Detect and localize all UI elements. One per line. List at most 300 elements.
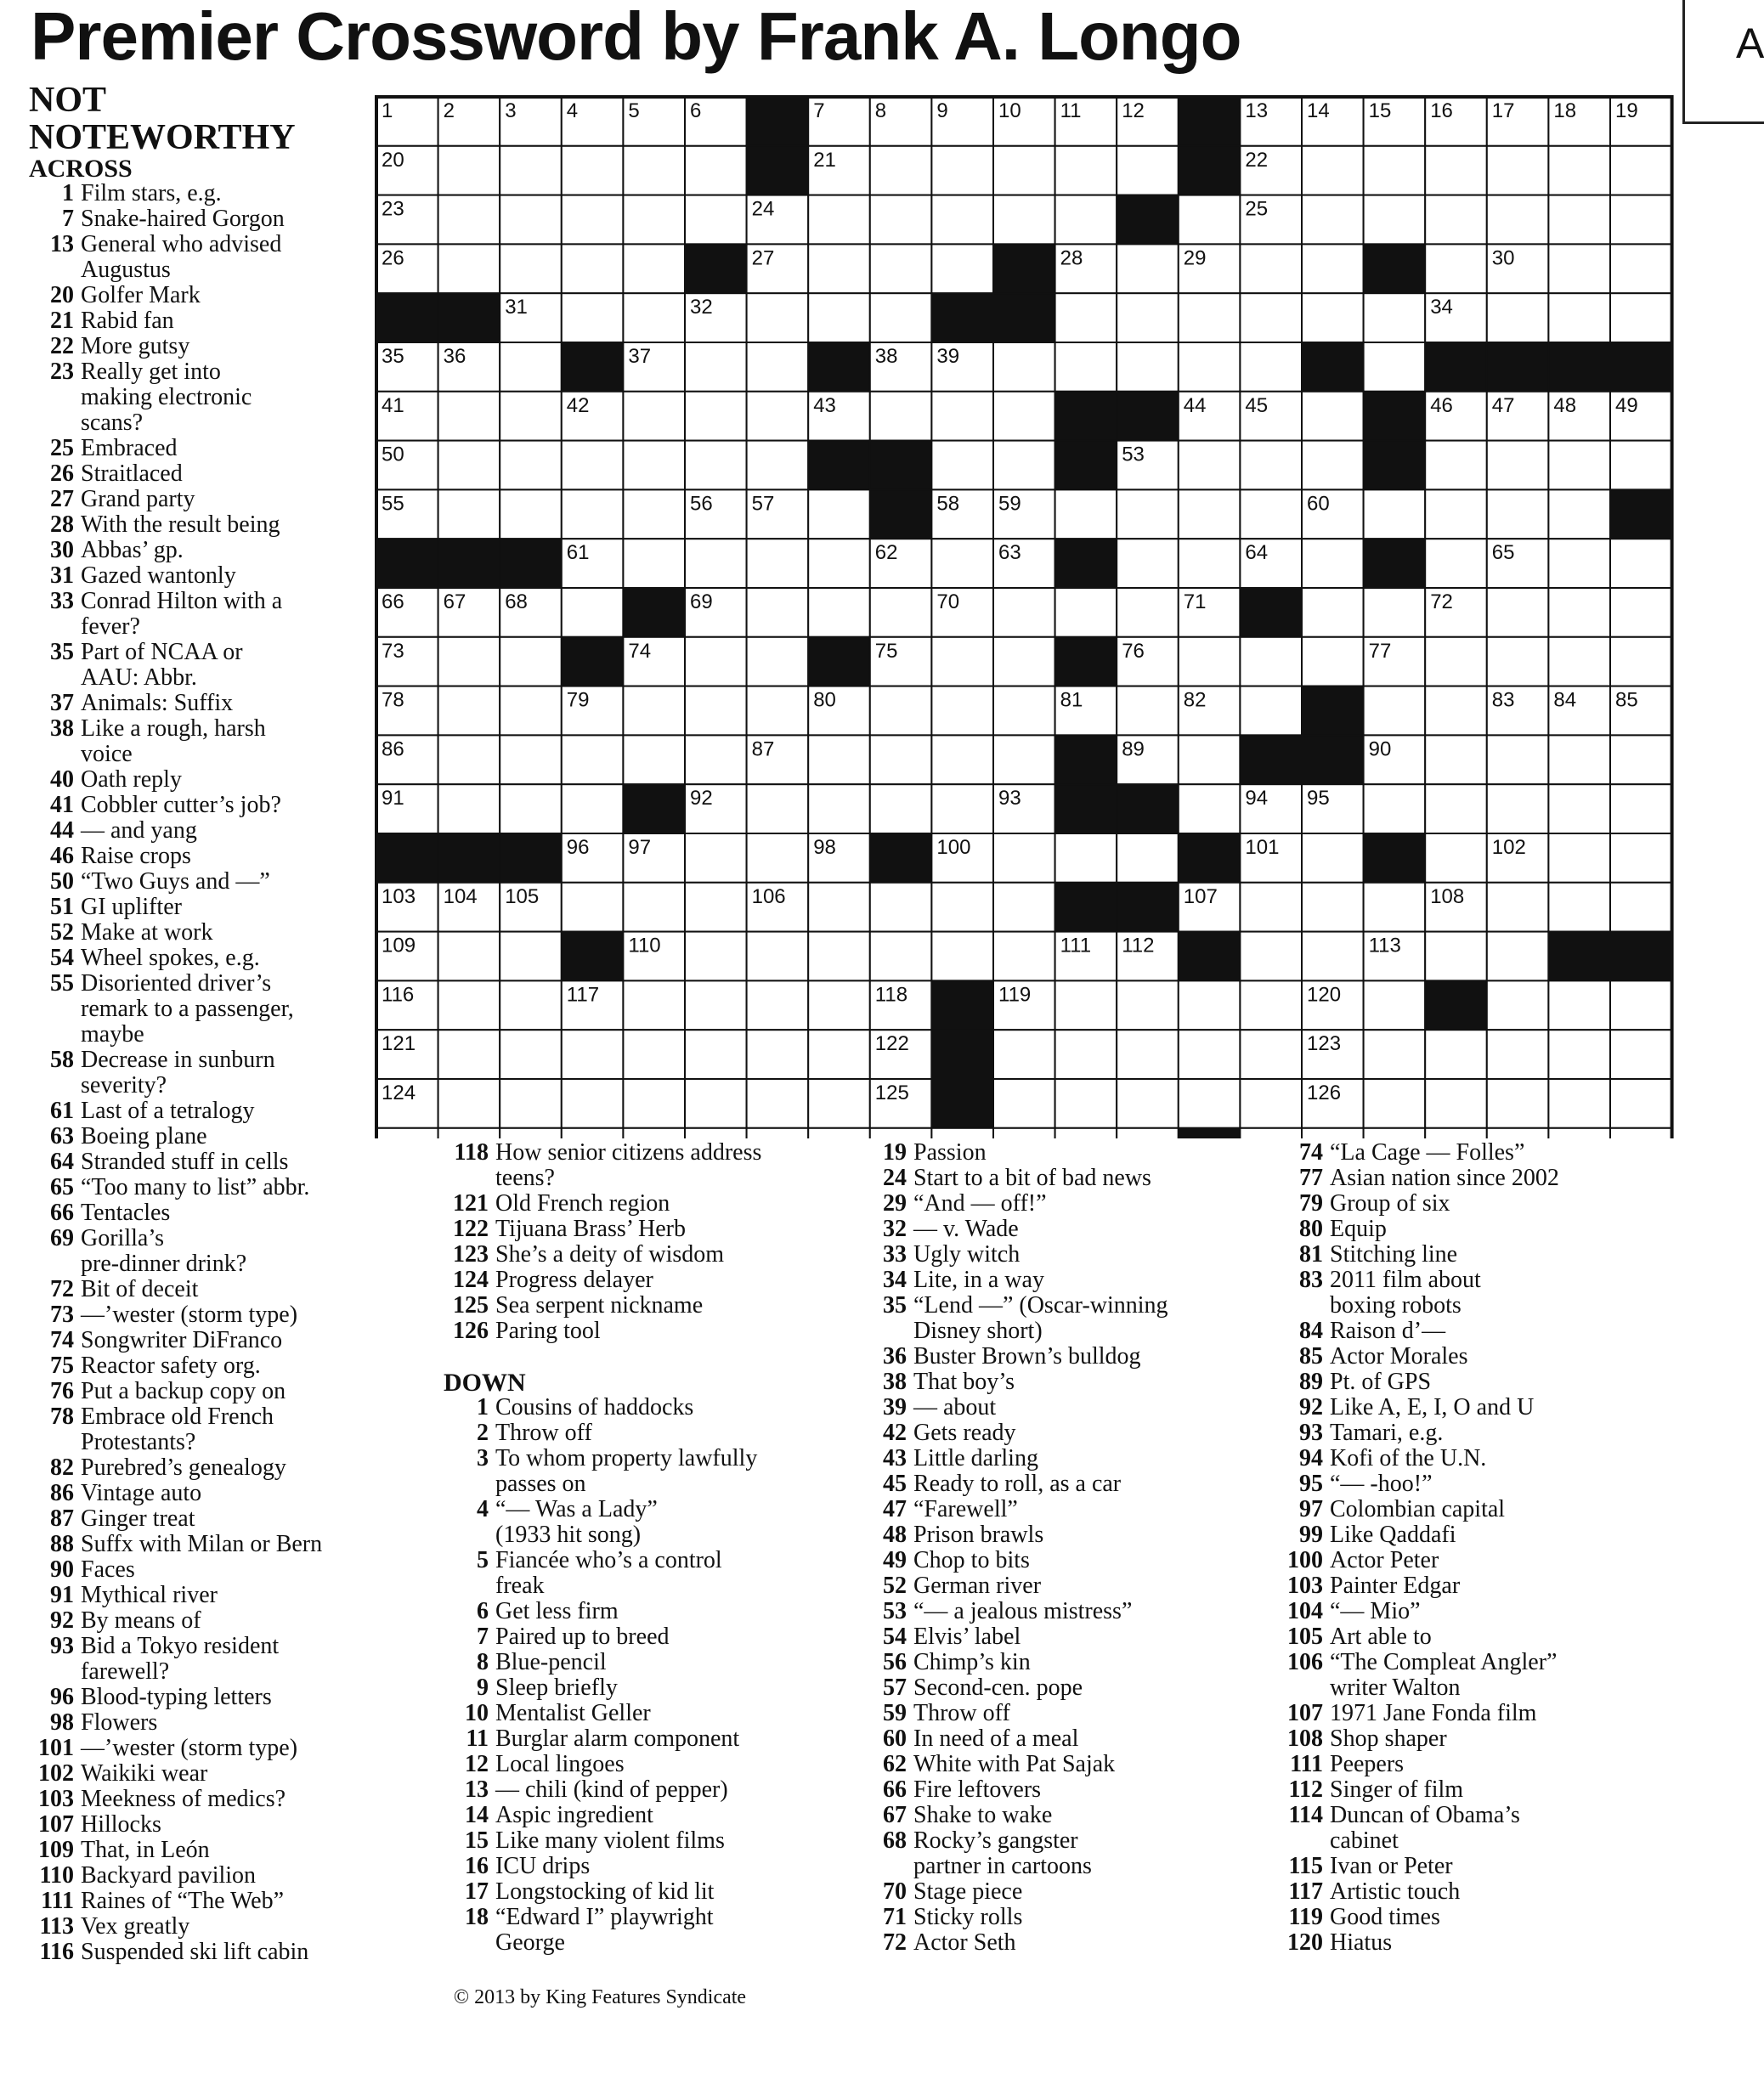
clue-item [862,1395,1168,1420]
clue-number: 24 [883,1165,907,1191]
grid-cell-number: 6 [690,99,702,122]
grid-cell [438,784,500,833]
grid-cell [623,883,685,932]
clue-text: Ginger treat [81,1505,195,1532]
clue-text: remark to a passenger, [81,996,294,1022]
clue-text: Augustus [81,257,171,283]
grid-cell [1302,833,1364,883]
clue-number: 112 [1288,1776,1323,1803]
clue-number: 19 [883,1139,907,1166]
clue-text: farewell? [81,1658,170,1685]
grid-cell-number: 43 [813,393,836,417]
clue-item [29,1863,322,1889]
grid-cell-number: 116 [382,983,415,1007]
clue-item [29,1404,322,1455]
grid-cell-number: 63 [998,541,1021,565]
grid-black-cell [1179,146,1241,195]
clue-text: — chili (kind of pepper) [495,1776,728,1803]
clue-text: — about [913,1394,997,1420]
grid-cell [1240,1079,1302,1128]
grid-cell [993,1030,1055,1079]
grid-cell [1302,293,1364,342]
grid-cell [870,588,932,637]
clue-number: 35 [883,1292,907,1319]
clue-text: Like a rough, harsh [81,715,266,742]
clue-item [1278,1166,1559,1191]
clue-text: Chimp’s kin [913,1649,1031,1675]
grid-black-cell [438,539,500,588]
grid-black-cell [931,293,993,342]
grid-cell [1487,146,1549,195]
clue-item [1278,1701,1559,1726]
grid-cell [1055,342,1117,392]
clue-number: 46 [50,843,74,869]
clue-text: White with Pat Sajak [913,1751,1116,1777]
grid-cell [1117,833,1179,883]
clue-item [862,1701,1168,1726]
grid-cell [1117,146,1179,195]
grid-black-cell [1364,244,1426,293]
clue-text: Ready to roll, as a car [913,1471,1122,1497]
grid-black-cell [1055,784,1117,833]
clue-text: Start to a bit of bad news [913,1165,1151,1191]
grid-black-cell [1364,833,1426,883]
clue-number: 116 [39,1939,74,1965]
grid-cell [870,1128,932,1138]
clue-number: 30 [50,537,74,563]
grid-black-cell [1364,441,1426,490]
grid-cell [993,441,1055,490]
grid-cell-number: 82 [1183,688,1207,712]
grid-cell [500,784,562,833]
clue-number: 7 [62,206,74,232]
clue-number: 122 [453,1216,489,1242]
grid-cell [1179,489,1241,539]
clue-text: making electronic [81,384,252,410]
clue-number: 93 [50,1633,74,1659]
clue-item [862,1548,1168,1573]
grid-cell [1610,441,1672,490]
grid-cell [1425,784,1487,833]
clue-text: Golfer Mark [81,282,201,308]
grid-cell [685,1030,747,1079]
grid-cell [747,1079,809,1128]
clue-item [29,1277,322,1302]
clue-item [29,1736,322,1761]
clue-item [1278,1573,1559,1599]
grid-cell-number: 105 [505,884,540,908]
grid-black-cell [1055,539,1117,588]
grid-cell [747,539,809,588]
clue-number: 38 [883,1369,907,1395]
grid-cell [931,539,993,588]
clue-number: 115 [1288,1853,1323,1879]
grid-cell [438,1079,500,1128]
clue-item [29,1481,322,1506]
clue-item [29,1914,322,1940]
clue-item [1278,1344,1559,1370]
grid-cell [747,588,809,637]
grid-cell [1364,342,1426,392]
clue-text: Meekness of medics? [81,1786,286,1812]
clue-number: 113 [39,1913,74,1940]
grid-cell-number: 10 [998,99,1021,122]
across-clues-column-2 [444,1140,761,1344]
clue-number: 103 [38,1786,74,1812]
grid-cell-number: 107 [1183,884,1218,908]
clue-text: “Two Guys and —” [81,868,270,895]
clue-number: 98 [50,1709,74,1736]
clue-text: Good times [1330,1904,1440,1930]
grid-cell [1240,686,1302,736]
clue-number: 43 [883,1445,907,1471]
grid-cell-number: 24 [751,197,775,221]
grid-cell [1610,735,1672,784]
clue-item [1278,1420,1559,1446]
clue-item [444,1624,757,1650]
grid-cell [870,735,932,784]
grid-cell [500,392,562,441]
clue-text: More gutsy [81,333,190,359]
grid-cell-number: 62 [874,541,898,565]
grid-cell-number: 79 [566,688,590,712]
grid-cell [1364,784,1426,833]
grid-cell [931,932,993,981]
clue-number: 17 [465,1878,489,1905]
grid-cell [1610,539,1672,588]
clue-item [862,1166,1168,1191]
grid-cell-number: 7 [813,99,825,122]
clue-text: With the result being [81,511,280,538]
grid-black-cell [1055,637,1117,686]
grid-cell-number: 36 [443,345,466,368]
grid-cell [500,489,562,539]
clue-item [1278,1752,1559,1777]
clue-item [862,1446,1168,1471]
grid-cell [500,195,562,245]
clue-item [444,1650,757,1675]
clue-item [862,1599,1168,1624]
grid-cell [685,1128,747,1138]
grid-cell [1179,342,1241,392]
clue-item [862,1573,1168,1599]
clue-text: Flowers [81,1709,158,1736]
grid-cell-number: 81 [1060,688,1083,712]
grid-cell-number: 83 [1491,688,1515,712]
clue-number: 105 [1287,1624,1323,1650]
grid-cell [1117,489,1179,539]
clue-item [862,1217,1168,1242]
grid-cell [562,195,624,245]
grid-black-cell [1117,195,1179,245]
clue-text: Cobbler cutter’s job? [81,792,281,818]
down-clues-column-2 [444,1395,757,1956]
clue-number: 57 [883,1675,907,1701]
clue-item [1278,1395,1559,1420]
clue-item [29,1583,322,1608]
grid-cell-number: 2 [443,99,455,122]
grid-cell-number: 27 [751,246,775,270]
grid-cell-number: 74 [628,639,652,663]
clue-number: 66 [883,1776,907,1803]
clue-number: 92 [50,1607,74,1634]
grid-cell [1179,735,1241,784]
grid-cell [1425,833,1487,883]
clue-number: 3 [477,1445,489,1471]
clue-text: In need of a meal [913,1725,1079,1752]
clue-number: 124 [453,1267,489,1293]
grid-cell [993,833,1055,883]
grid-cell [438,489,500,539]
grid-cell-number: 11 [1060,99,1082,122]
grid-cell [685,342,747,392]
clue-text: Protestants? [81,1429,196,1455]
grid-cell-number: 5 [628,99,640,122]
grid-cell [1487,293,1549,342]
clue-number: 84 [1299,1318,1323,1344]
clue-number: 87 [50,1505,74,1532]
grid-black-cell [1240,735,1302,784]
grid-cell [1487,1079,1549,1128]
grid-cell-number: 113 [1368,934,1401,957]
clue-text: Mentalist Geller [495,1700,651,1726]
grid-cell [438,392,500,441]
clue-item [444,1319,761,1344]
grid-cell-number: 26 [382,246,404,270]
grid-cell-number: 80 [813,688,836,712]
clue-text: Elvis’ label [913,1624,1021,1650]
grid-cell [500,686,562,736]
grid-cell [993,1128,1055,1138]
grid-cell [438,686,500,736]
grid-cell-number: 31 [505,296,528,319]
clue-text: Artistic touch [1330,1878,1461,1905]
clue-item [1278,1370,1559,1395]
grid-black-cell [623,784,685,833]
grid-cell [1117,980,1179,1030]
clue-item [444,1268,761,1293]
clue-item [444,1803,757,1828]
clue-text: Backyard pavilion [81,1862,257,1889]
grid-cell [1487,784,1549,833]
grid-cell-number: 78 [382,688,404,712]
grid-cell-number: 66 [382,590,404,613]
clue-text: “Too many to list” abbr. [81,1174,310,1200]
clue-text: 1971 Jane Fonda film [1330,1700,1537,1726]
clue-item [1278,1854,1559,1879]
clue-text: Singer of film [1330,1776,1464,1803]
clue-text: Passion [913,1139,987,1166]
clue-item [444,1752,757,1777]
clue-text: Pt. of GPS [1330,1369,1432,1395]
grid-cell [808,588,870,637]
clue-text: Hiatus [1330,1929,1393,1956]
clue-number: 70 [883,1878,907,1905]
clue-item [1278,1497,1559,1522]
clue-item [444,1905,757,1956]
clue-item [862,1777,1168,1803]
clue-text: scans? [81,409,144,436]
clue-number: 33 [883,1241,907,1268]
grid-cell [685,146,747,195]
clue-text: Little darling [913,1445,1038,1471]
grid-cell [623,735,685,784]
clue-item [444,1446,757,1497]
grid-cell [685,441,747,490]
clue-number: 58 [50,1047,74,1073]
grid-cell [685,686,747,736]
grid-black-cell [376,539,438,588]
grid-cell [623,392,685,441]
grid-cell [993,637,1055,686]
clue-item [444,1777,757,1803]
grid-cell [1240,637,1302,686]
grid-cell [1425,146,1487,195]
clue-text: Sleep briefly [495,1675,618,1701]
clue-number: 12 [465,1751,489,1777]
grid-cell-number: 64 [1245,541,1269,565]
grid-cell [1610,146,1672,195]
clue-text: “— Was a Lady” [495,1496,658,1522]
clue-text: Part of NCAA or [81,639,243,665]
grid-cell [1117,293,1179,342]
clue-item [862,1930,1168,1956]
grid-cell-number: 67 [443,590,466,613]
grid-cell [1548,833,1610,883]
clue-text: Cousins of haddocks [495,1394,694,1420]
grid-cell [438,932,500,981]
clue-item [444,1395,757,1420]
clue-number: 74 [50,1327,74,1353]
clue-number: 53 [883,1598,907,1624]
clue-item [444,1599,757,1624]
grid-cell [1055,146,1117,195]
clue-number: 15 [465,1827,489,1854]
grid-cell [808,195,870,245]
grid-cell [623,489,685,539]
grid-cell [1364,588,1426,637]
clue-text: Grand party [81,486,195,512]
clue-item [1278,1268,1559,1319]
grid-cell [747,932,809,981]
grid-cell-number: 77 [1368,639,1392,663]
clue-item [444,1675,757,1701]
grid-cell-number: 86 [382,737,404,761]
clue-text: “Lend —” (Oscar-winning [913,1292,1168,1319]
grid-black-cell [1179,97,1241,146]
grid-cell [993,392,1055,441]
clue-text: Lite, in a way [913,1267,1044,1293]
clue-number: 40 [50,766,74,793]
grid-cell [1425,686,1487,736]
clue-number: 77 [1299,1165,1323,1191]
clue-number: 41 [50,792,74,818]
clue-text: How senior citizens address [495,1139,762,1166]
clue-number: 56 [883,1649,907,1675]
grid-cell [500,1030,562,1079]
grid-cell [931,637,993,686]
clue-text: Put a backup copy on [81,1378,286,1404]
clue-text: “La Cage — Folles” [1330,1139,1525,1166]
grid-cell [1302,392,1364,441]
clue-number: 13 [50,231,74,257]
clue-item [444,1217,761,1242]
clue-item [444,1879,757,1905]
grid-cell [500,244,562,293]
clue-text: Bid a Tokyo resident [81,1633,280,1659]
clue-number: 64 [50,1149,74,1175]
clue-number: 10 [465,1700,489,1726]
clue-text: Oath reply [81,766,182,793]
clue-number: 111 [1290,1751,1323,1777]
grid-cell [685,392,747,441]
grid-cell [993,195,1055,245]
grid-cell [1425,1128,1487,1138]
grid-black-cell [1364,392,1426,441]
clue-item [29,1634,322,1685]
clue-number: 114 [1288,1802,1323,1828]
grid-black-cell [1364,539,1426,588]
clue-item [29,1506,322,1532]
grid-cell-number: 119 [998,983,1032,1007]
grid-cell [1487,637,1549,686]
grid-black-cell [870,833,932,883]
clue-item [1278,1803,1559,1854]
grid-cell [1240,342,1302,392]
grid-cell [1240,1128,1302,1138]
clue-text: “The Compleat Angler” [1330,1649,1558,1675]
clue-text: Second-cen. pope [913,1675,1083,1701]
clue-number: 48 [883,1522,907,1548]
clue-number: 37 [50,690,74,716]
clue-number: 51 [50,894,74,920]
clue-item [29,1200,322,1226]
grid-cell [500,342,562,392]
grid-cell [1610,244,1672,293]
grid-cell [747,980,809,1030]
grid-cell [1487,195,1549,245]
grid-cell [1240,244,1302,293]
grid-cell-number: 22 [1245,148,1269,172]
grid-cell-number: 122 [874,1032,909,1056]
clue-text: Bit of deceit [81,1276,199,1302]
clue-text: Throw off [913,1700,1010,1726]
clue-text: Tentacles [81,1200,171,1226]
grid-cell [808,1128,870,1138]
grid-cell-number: 125 [874,1082,909,1104]
clue-text: Paring tool [495,1318,601,1344]
clue-number: 72 [50,1276,74,1302]
clue-number: 5 [477,1547,489,1573]
grid-cell [1487,588,1549,637]
cutoff-text: A [1736,20,1764,67]
grid-black-cell [931,980,993,1030]
grid-cell [1055,1079,1117,1128]
clue-text: Blood-typing letters [81,1684,272,1710]
grid-cell [500,1079,562,1128]
grid-cell [808,489,870,539]
grid-black-cell [808,342,870,392]
grid-cell-number: 121 [382,1032,416,1056]
clue-text: Straitlaced [81,460,183,487]
grid-cell-number: 87 [751,737,775,761]
grid-cell [376,1128,438,1138]
clue-number: 20 [50,282,74,308]
grid-cell [500,637,562,686]
grid-cell [1548,539,1610,588]
clue-text: Like A, E, I, O and U [1330,1394,1535,1420]
grid-cell [500,735,562,784]
